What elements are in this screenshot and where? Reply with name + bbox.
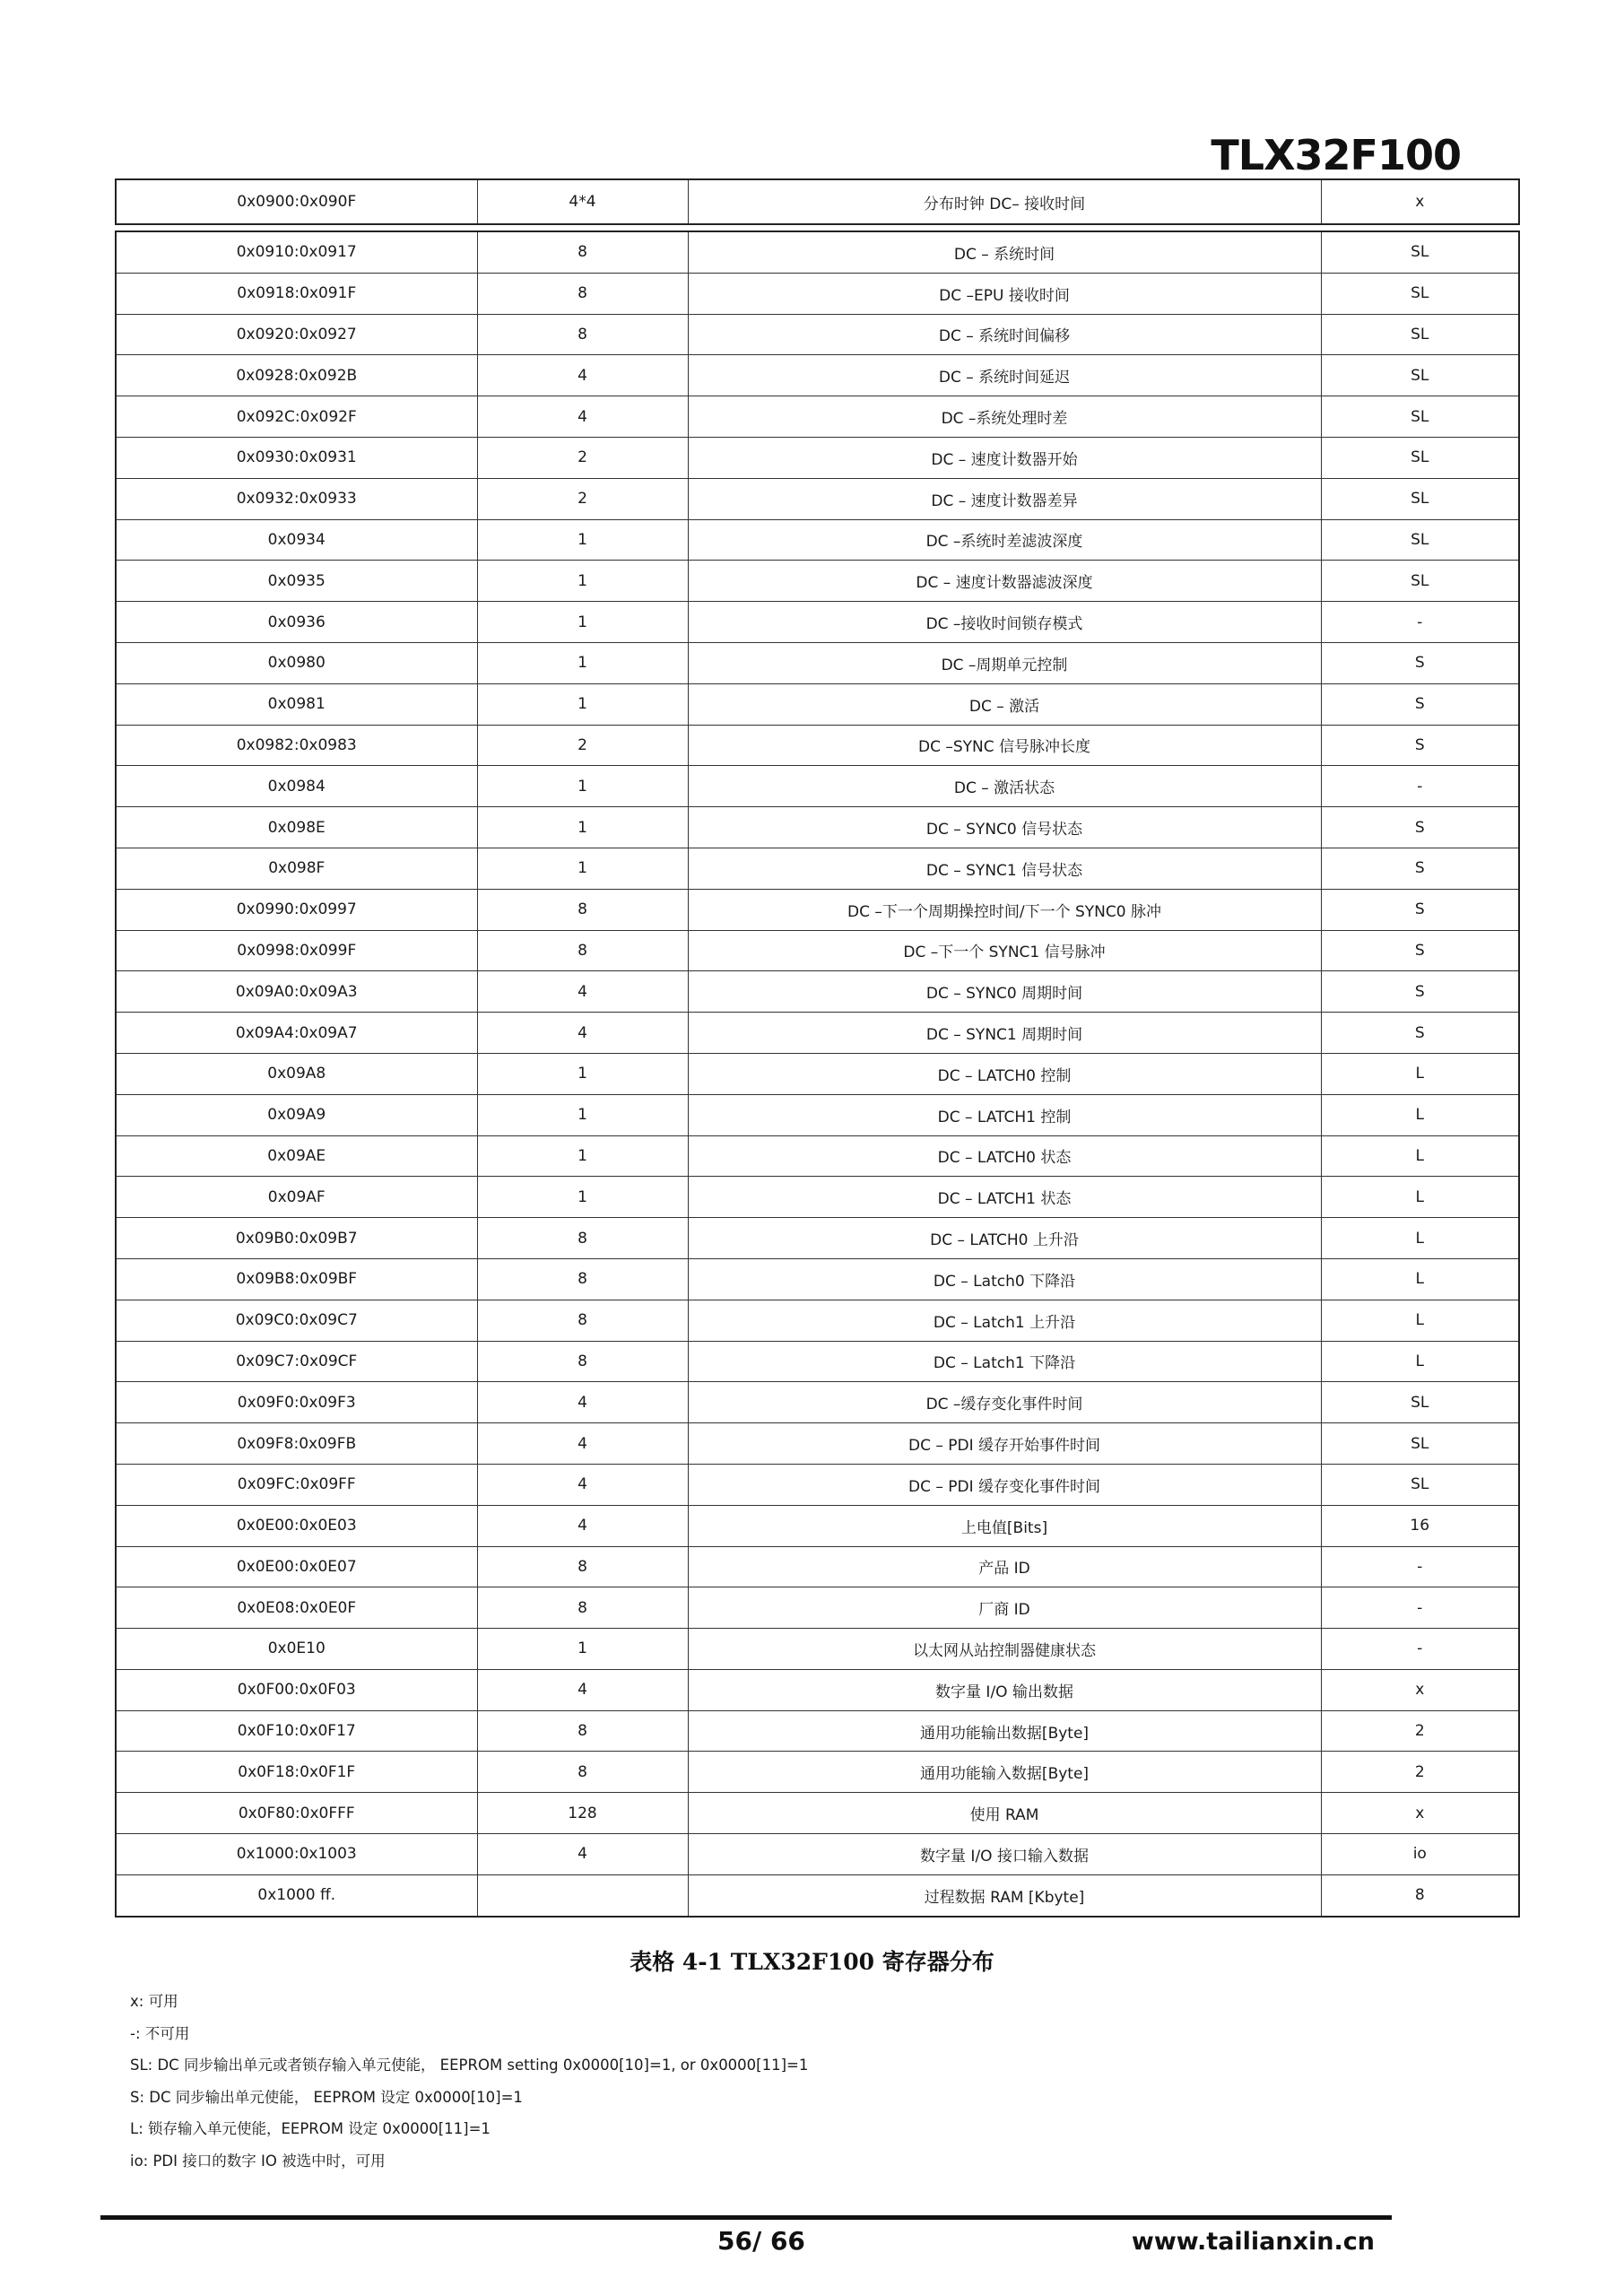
address-cell: 0x0F80:0x0FFF — [116, 1793, 477, 1834]
table-row — [116, 1382, 1519, 1423]
address-cell: 0x0F10:0x0F17 — [116, 1710, 477, 1752]
description-cell: DC – LATCH0 上升沿 — [688, 1218, 1321, 1259]
size-cell: 4 — [477, 971, 688, 1013]
table-row — [116, 766, 1519, 807]
size-cell: 4 — [477, 1505, 688, 1546]
flag-cell: L — [1321, 1258, 1519, 1300]
address-cell: 0x09A8 — [116, 1053, 477, 1094]
description-cell: DC – PDI 缓存开始事件时间 — [688, 1423, 1321, 1465]
description-cell: DC – 系统时间偏移 — [688, 314, 1321, 355]
note-line: -: 不可用 — [130, 2024, 190, 2042]
size-cell: 128 — [477, 1793, 688, 1834]
description-cell: DC – LATCH1 状态 — [688, 1177, 1321, 1218]
table-row — [116, 1834, 1519, 1875]
size-cell: 1 — [477, 848, 688, 889]
size-cell: 8 — [477, 1218, 688, 1259]
table-row — [116, 848, 1519, 889]
table-row — [116, 1300, 1519, 1341]
table-row — [116, 1669, 1519, 1710]
size-cell: 8 — [477, 1752, 688, 1793]
table-row — [116, 1629, 1519, 1670]
address-cell: 0x0998:0x099F — [116, 930, 477, 971]
flag-cell: SL — [1321, 355, 1519, 396]
description-cell: 以太网从站控制器健康状态 — [688, 1629, 1321, 1670]
address-cell: 0x09B8:0x09BF — [116, 1258, 477, 1300]
table-row — [116, 1464, 1519, 1505]
size-cell: 1 — [477, 1135, 688, 1177]
description-cell: DC – 速度计数器开始 — [688, 437, 1321, 478]
flag-cell: SL — [1321, 231, 1519, 273]
size-cell: 2 — [477, 478, 688, 519]
register-table — [115, 230, 1520, 1918]
flag-cell: SL — [1321, 273, 1519, 314]
address-cell: 0x0935 — [116, 561, 477, 602]
size-cell: 8 — [477, 1587, 688, 1629]
description-cell: 产品 ID — [688, 1546, 1321, 1587]
description-cell: DC –系统处理时差 — [688, 396, 1321, 438]
register-table-continued — [115, 178, 1520, 225]
description-cell: DC – Latch1 下降沿 — [688, 1341, 1321, 1382]
size-cell: 8 — [477, 889, 688, 930]
address-cell: 0x09FC:0x09FF — [116, 1464, 477, 1505]
size-cell: 8 — [477, 1300, 688, 1341]
flag-cell: SL — [1321, 1423, 1519, 1465]
address-cell: 0x0980 — [116, 642, 477, 683]
note-line: S: DC 同步输出单元使能， EEPROM 设定 0x0000[10]=1 — [130, 2088, 523, 2106]
size-cell: 1 — [477, 1177, 688, 1218]
description-cell: 分布时钟 DC– 接收时间 — [688, 179, 1321, 224]
flag-cell: x — [1321, 179, 1519, 224]
flag-cell: SL — [1321, 314, 1519, 355]
flag-cell: 16 — [1321, 1505, 1519, 1546]
flag-cell: - — [1321, 1546, 1519, 1587]
table-row — [116, 889, 1519, 930]
flag-cell: S — [1321, 683, 1519, 725]
address-cell: 0x0E10 — [116, 1629, 477, 1670]
flag-cell: SL — [1321, 561, 1519, 602]
description-cell: DC –周期单元控制 — [688, 642, 1321, 683]
table-row — [116, 1752, 1519, 1793]
size-cell: 1 — [477, 561, 688, 602]
size-cell: 1 — [477, 1094, 688, 1135]
size-cell — [477, 1874, 688, 1916]
size-cell: 1 — [477, 683, 688, 725]
address-cell: 0x0982:0x0983 — [116, 725, 477, 766]
description-cell: DC – 激活 — [688, 683, 1321, 725]
table-row — [116, 642, 1519, 683]
description-cell: DC –EPU 接收时间 — [688, 273, 1321, 314]
size-cell: 4 — [477, 1013, 688, 1054]
address-cell: 0x0932:0x0933 — [116, 478, 477, 519]
table-row — [116, 1135, 1519, 1177]
table-row — [116, 1218, 1519, 1259]
size-cell: 4 — [477, 1464, 688, 1505]
table-row — [116, 807, 1519, 848]
flag-cell: S — [1321, 807, 1519, 848]
description-cell: DC – LATCH0 状态 — [688, 1135, 1321, 1177]
address-cell: 0x09B0:0x09B7 — [116, 1218, 477, 1259]
description-cell: 数字量 I/O 输出数据 — [688, 1669, 1321, 1710]
size-cell: 1 — [477, 1629, 688, 1670]
footer-divider — [100, 2215, 1392, 2220]
table-row — [116, 725, 1519, 766]
size-cell: 4 — [477, 1423, 688, 1465]
table-row — [116, 1258, 1519, 1300]
flag-cell: 2 — [1321, 1710, 1519, 1752]
description-cell: DC –下一个周期操控时间/下一个 SYNC0 脉冲 — [688, 889, 1321, 930]
address-cell: 0x0984 — [116, 766, 477, 807]
description-cell: DC – 速度计数器差异 — [688, 478, 1321, 519]
table-row — [116, 1013, 1519, 1054]
size-cell: 1 — [477, 1053, 688, 1094]
description-cell: DC – 系统时间 — [688, 231, 1321, 273]
size-cell: 1 — [477, 519, 688, 561]
table-row — [116, 396, 1519, 438]
flag-cell: S — [1321, 889, 1519, 930]
flag-cell: S — [1321, 642, 1519, 683]
flag-cell: SL — [1321, 1382, 1519, 1423]
description-cell: DC –SYNC 信号脉冲长度 — [688, 725, 1321, 766]
address-cell: 0x09C0:0x09C7 — [116, 1300, 477, 1341]
flag-cell: S — [1321, 1013, 1519, 1054]
size-cell: 4 — [477, 355, 688, 396]
table-row — [116, 519, 1519, 561]
page-number: 56/ 66 — [717, 2226, 805, 2256]
flag-cell: - — [1321, 1587, 1519, 1629]
description-cell: DC – 激活状态 — [688, 766, 1321, 807]
size-cell: 2 — [477, 725, 688, 766]
flag-cell: S — [1321, 930, 1519, 971]
description-cell: DC – SYNC0 周期时间 — [688, 971, 1321, 1013]
address-cell: 0x0920:0x0927 — [116, 314, 477, 355]
table-row — [116, 602, 1519, 643]
description-cell: DC – SYNC1 周期时间 — [688, 1013, 1321, 1054]
address-cell: 0x0E08:0x0E0F — [116, 1587, 477, 1629]
flag-cell: L — [1321, 1094, 1519, 1135]
table-row — [116, 1423, 1519, 1465]
size-cell: 8 — [477, 1710, 688, 1752]
description-cell: DC –系统时差滤波深度 — [688, 519, 1321, 561]
description-cell: 使用 RAM — [688, 1793, 1321, 1834]
size-cell: 2 — [477, 437, 688, 478]
table-row — [116, 478, 1519, 519]
address-cell: 0x09A4:0x09A7 — [116, 1013, 477, 1054]
address-cell: 0x09A9 — [116, 1094, 477, 1135]
note-line: io: PDI 接口的数字 IO 被选中时，可用 — [130, 2152, 386, 2170]
table-row — [116, 971, 1519, 1013]
size-cell: 4 — [477, 1834, 688, 1875]
size-cell: 1 — [477, 602, 688, 643]
flag-cell: 8 — [1321, 1874, 1519, 1916]
table-row — [116, 1177, 1519, 1218]
address-cell: 0x0E00:0x0E03 — [116, 1505, 477, 1546]
description-cell: DC –下一个 SYNC1 信号脉冲 — [688, 930, 1321, 971]
size-cell: 8 — [477, 314, 688, 355]
size-cell: 4*4 — [477, 179, 688, 224]
description-cell: 数字量 I/O 接口输入数据 — [688, 1834, 1321, 1875]
description-cell: DC –缓存变化事件时间 — [688, 1382, 1321, 1423]
flag-cell: SL — [1321, 437, 1519, 478]
size-cell: 8 — [477, 930, 688, 971]
table-caption: 表格 4-1 TLX32F100 寄存器分布 — [630, 1949, 994, 1975]
table-row — [116, 179, 1519, 224]
website-link[interactable]: www.tailianxin.cn — [1131, 2228, 1375, 2256]
description-cell: 厂商 ID — [688, 1587, 1321, 1629]
description-cell: DC – SYNC1 信号状态 — [688, 848, 1321, 889]
address-cell: 0x1000:0x1003 — [116, 1834, 477, 1875]
note-line: SL: DC 同步输出单元或者锁存输入单元使能， EEPROM setting 0x0000[10]=1, or 0x0000[11]=1 — [130, 2057, 809, 2074]
description-cell: 上电值[Bits] — [688, 1505, 1321, 1546]
flag-cell: SL — [1321, 1464, 1519, 1505]
address-cell: 0x0934 — [116, 519, 477, 561]
note-line: L: 锁存输入单元使能，EEPROM 设定 0x0000[11]=1 — [130, 2120, 491, 2137]
size-cell: 4 — [477, 1382, 688, 1423]
address-cell: 0x0936 — [116, 602, 477, 643]
table-row — [116, 1546, 1519, 1587]
size-cell: 1 — [477, 807, 688, 848]
address-cell: 0x09F0:0x09F3 — [116, 1382, 477, 1423]
flag-cell: L — [1321, 1053, 1519, 1094]
address-cell: 0x092C:0x092F — [116, 396, 477, 438]
size-cell: 4 — [477, 1669, 688, 1710]
size-cell: 8 — [477, 1546, 688, 1587]
table-row — [116, 314, 1519, 355]
table-row — [116, 1874, 1519, 1916]
address-cell: 0x0928:0x092B — [116, 355, 477, 396]
table-row — [116, 231, 1519, 273]
flag-cell: - — [1321, 766, 1519, 807]
description-cell: DC –接收时间锁存模式 — [688, 602, 1321, 643]
flag-cell: L — [1321, 1218, 1519, 1259]
table-row — [116, 1341, 1519, 1382]
flag-cell: S — [1321, 848, 1519, 889]
address-cell: 0x0981 — [116, 683, 477, 725]
description-cell: DC – LATCH1 控制 — [688, 1094, 1321, 1135]
address-cell: 0x09A0:0x09A3 — [116, 971, 477, 1013]
table-row — [116, 1793, 1519, 1834]
table-row — [116, 355, 1519, 396]
note-line: x: 可用 — [130, 1993, 178, 2010]
size-cell: 8 — [477, 1341, 688, 1382]
table-row — [116, 273, 1519, 314]
size-cell: 1 — [477, 642, 688, 683]
flag-cell: SL — [1321, 519, 1519, 561]
table-row — [116, 683, 1519, 725]
flag-cell: - — [1321, 1629, 1519, 1670]
legend-notes — [130, 1986, 808, 2177]
address-cell: 0x0900:0x090F — [116, 179, 477, 224]
table-row — [116, 930, 1519, 971]
address-cell: 0x098F — [116, 848, 477, 889]
flag-cell: S — [1321, 971, 1519, 1013]
flag-cell: L — [1321, 1177, 1519, 1218]
table-row — [116, 1505, 1519, 1546]
description-cell: DC – 速度计数器滤波深度 — [688, 561, 1321, 602]
flag-cell: x — [1321, 1793, 1519, 1834]
flag-cell: x — [1321, 1669, 1519, 1710]
description-cell: 通用功能输入数据[Byte] — [688, 1752, 1321, 1793]
address-cell: 0x098E — [116, 807, 477, 848]
flag-cell: 2 — [1321, 1752, 1519, 1793]
description-cell: DC – Latch0 下降沿 — [688, 1258, 1321, 1300]
address-cell: 0x0910:0x0917 — [116, 231, 477, 273]
size-cell: 8 — [477, 1258, 688, 1300]
address-cell: 0x09F8:0x09FB — [116, 1423, 477, 1465]
description-cell: DC – 系统时间延迟 — [688, 355, 1321, 396]
description-cell: DC – PDI 缓存变化事件时间 — [688, 1464, 1321, 1505]
table-row — [116, 561, 1519, 602]
address-cell: 0x09AF — [116, 1177, 477, 1218]
address-cell: 0x0F18:0x0F1F — [116, 1752, 477, 1793]
size-cell: 1 — [477, 766, 688, 807]
description-cell: 通用功能输出数据[Byte] — [688, 1710, 1321, 1752]
size-cell: 4 — [477, 396, 688, 438]
table-row — [116, 437, 1519, 478]
table-row — [116, 1053, 1519, 1094]
address-cell: 0x09AE — [116, 1135, 477, 1177]
address-cell: 0x0930:0x0931 — [116, 437, 477, 478]
description-cell: DC – SYNC0 信号状态 — [688, 807, 1321, 848]
flag-cell: S — [1321, 725, 1519, 766]
size-cell: 8 — [477, 273, 688, 314]
table-row — [116, 1094, 1519, 1135]
address-cell: 0x1000 ff. — [116, 1874, 477, 1916]
address-cell: 0x0E00:0x0E07 — [116, 1546, 477, 1587]
flag-cell: - — [1321, 602, 1519, 643]
table-row — [116, 1710, 1519, 1752]
flag-cell: SL — [1321, 396, 1519, 438]
description-cell: 过程数据 RAM [Kbyte] — [688, 1874, 1321, 1916]
table-row — [116, 1587, 1519, 1629]
description-cell: DC – LATCH0 控制 — [688, 1053, 1321, 1094]
flag-cell: L — [1321, 1300, 1519, 1341]
description-cell: DC – Latch1 上升沿 — [688, 1300, 1321, 1341]
flag-cell: io — [1321, 1834, 1519, 1875]
flag-cell: L — [1321, 1135, 1519, 1177]
size-cell: 8 — [477, 231, 688, 273]
flag-cell: SL — [1321, 478, 1519, 519]
address-cell: 0x0918:0x091F — [116, 273, 477, 314]
address-cell: 0x0F00:0x0F03 — [116, 1669, 477, 1710]
address-cell: 0x09C7:0x09CF — [116, 1341, 477, 1382]
flag-cell: L — [1321, 1341, 1519, 1382]
brand-title: TLX32F100 — [1211, 131, 1461, 179]
address-cell: 0x0990:0x0997 — [116, 889, 477, 930]
